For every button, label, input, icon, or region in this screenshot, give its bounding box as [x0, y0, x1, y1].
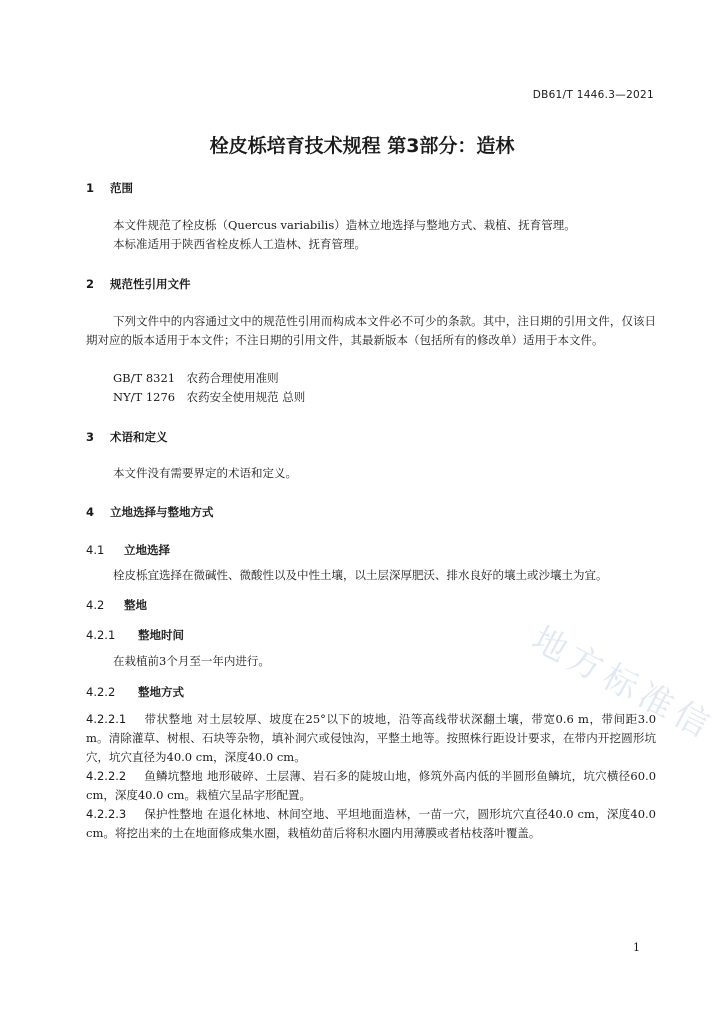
page-title: 栓皮栎培育技术规程 第3部分：造林	[209, 135, 515, 157]
subsection-4-1-heading	[86, 542, 170, 558]
watermark: 地方标准信	[525, 619, 721, 749]
site-selection-paragraph: 栓皮栎宜选择在微碱性、微酸性以及中性土壤，以土层深厚肥沃、排水良好的壤土或沙壤土为宜。	[113, 568, 608, 582]
reference-item	[113, 369, 279, 388]
item-number: 4.2.2.3	[86, 807, 127, 821]
subsection-4-2-1-heading	[86, 627, 184, 643]
terms-paragraph: 本文件没有需要界定的术语和定义。	[113, 466, 297, 480]
page-number: 1	[633, 941, 640, 954]
section-title: 术语和定义	[110, 430, 168, 444]
section-title: 规范性引用文件	[110, 277, 191, 291]
item-text: 在退化林地、林间空地、平坦地面造林，一苗一穴，圆形坑穴直径40.0 cm，深度40.0 cm。将挖出来的土在地面修成集水圈，栽植幼苗后将积水圈内用薄膜或者枯枝落叶覆盖。	[86, 807, 657, 840]
section-title: 立地选择与整地方式	[110, 505, 214, 519]
reference-code: GB/T 8321	[113, 371, 176, 385]
subsection-number: 4.2.2	[86, 685, 116, 699]
item-label: 带状整地	[144, 712, 193, 726]
subsection-4-2-heading	[86, 597, 147, 613]
reference-item	[113, 388, 305, 407]
reference-title: 农药合理使用准则	[186, 371, 279, 385]
item-label: 鱼鳞坑整地	[144, 769, 204, 783]
item-label: 保护性整地	[144, 807, 204, 821]
subsection-title: 整地时间	[138, 628, 185, 642]
section-number: 2	[86, 277, 95, 291]
item-text: 对土层较厚、坡度在25°以下的坡地，沿等高线带状深翻土壤，带宽0.6 m，带间距3.0 m。清除灌草、树根、石块等杂物，填补洞穴或侵蚀沟，平整土地等。按照株行距设计要求，在带内开挖圆形坑穴，坑穴直径为40.0 cm，深度40.0 cm。	[86, 712, 657, 764]
section-number: 4	[86, 505, 95, 519]
references-paragraph: 下列文件中的内容通过文中的规范性引用而构成本文件必不可少的条款。其中，注日期的引用文件，仅该日期对应的版本适用于本文件；不注日期的引用文件，其最新版本（包括所有的修改单）适用于本文件。	[86, 314, 656, 347]
item-text: 地形破碎、土层薄、岩石多的陡坡山地，修筑外高内低的半圆形鱼鳞坑，坑穴横径60.0 cm，深度40.0 cm。栽植穴呈品字形配置。	[86, 769, 657, 802]
method-item	[86, 805, 656, 843]
subsection-title: 整地	[124, 598, 148, 612]
method-item	[86, 710, 656, 767]
section-number: 3	[86, 430, 95, 444]
section-title: 范围	[110, 181, 134, 195]
section-3-heading	[86, 429, 168, 445]
scope-paragraph-1: 本文件规范了栓皮栎（Quercus variabilis）造林立地选择与整地方式、栽植、抚育管理。	[113, 218, 576, 232]
preparation-time-paragraph: 在栽植前3个月至一年内进行。	[113, 654, 270, 668]
scope-paragraph-2: 本标准适用于陕西省栓皮栎人工造林、抚育管理。	[113, 237, 366, 251]
subsection-number: 4.1	[86, 543, 105, 557]
document-code: DB61/T 1446.3—2021	[532, 89, 654, 101]
subsection-number: 4.2.1	[86, 628, 116, 642]
section-1-heading	[86, 180, 133, 196]
method-item	[86, 767, 656, 805]
item-number: 4.2.2.2	[86, 769, 127, 783]
subsection-title: 整地方式	[138, 685, 185, 699]
subsection-4-2-2-heading	[86, 684, 184, 700]
section-2-heading	[86, 276, 191, 292]
section-4-heading	[86, 504, 214, 520]
subsection-number: 4.2	[86, 598, 105, 612]
reference-title: 农药安全使用规范 总则	[186, 390, 306, 404]
item-number: 4.2.2.1	[86, 712, 127, 726]
reference-code: NY/T 1276	[113, 390, 176, 404]
subsection-title: 立地选择	[124, 543, 171, 557]
section-number: 1	[86, 181, 95, 195]
